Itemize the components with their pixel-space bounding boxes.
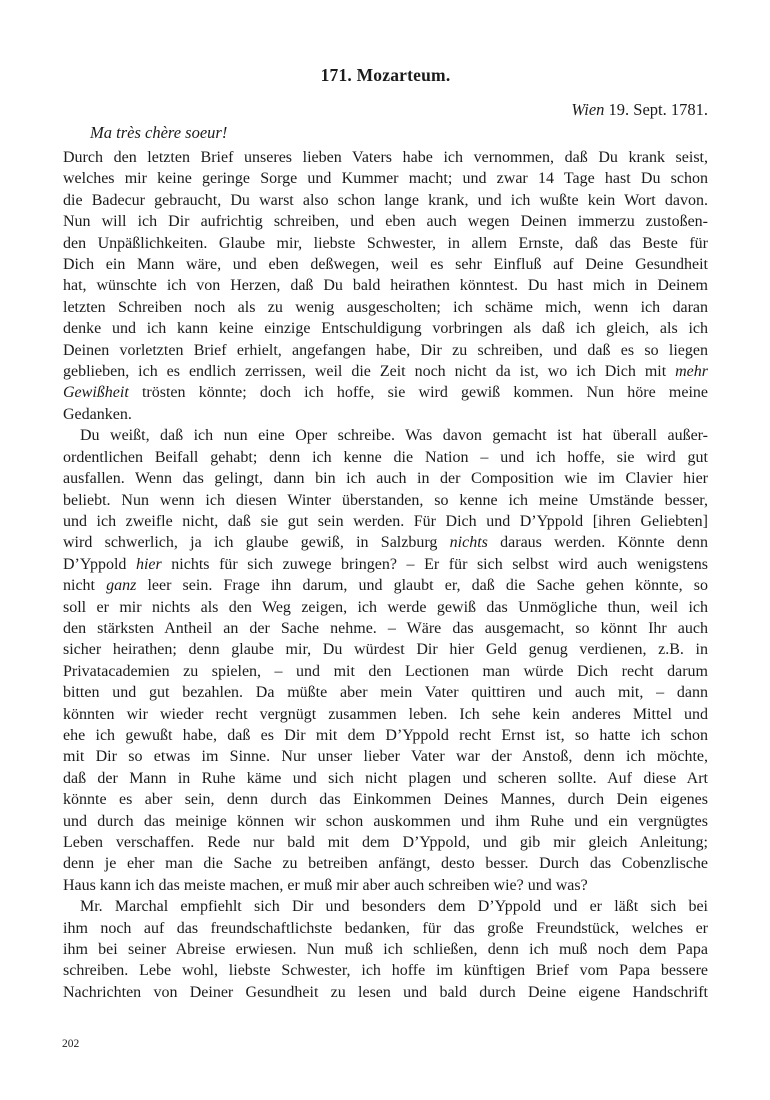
text-line [63,318,708,339]
text-line [63,896,708,917]
text-line [63,490,708,511]
text-run: Durch den letzten Brief unseres lieben Vaters habe ich vernommen, daß Du krank seist, [63,149,708,166]
text-run: wird schwerlich, ja ich glaube gewiß, in Salzburg [63,534,450,552]
text-line [63,768,708,789]
text-line [63,254,708,275]
text-line [63,982,708,1003]
text-run: Dich ein Mann wäre, und eben deßwegen, weil es sehr Einfluß auf Deine Gesundheit [63,256,708,274]
text-run: ihm bei seiner Abreise erwiesen. Nun muß ich schließen, denn ich muß noch dem Papa [63,941,708,959]
text-line [63,233,708,254]
text-line [63,211,708,232]
text-run: könnte es aber sein, denn durch das Einkommen Deines Mannes, durch Dein eigenes [63,791,708,809]
text-run: Nun will ich Dir aufrichtig schreiben, und eben auch wegen Deinen immerzu zustoßen- [63,213,708,231]
text-line [63,832,708,853]
text-line [63,532,708,553]
text-run: trösten könnte; doch ich hoffe, sie wird gewiß kommen. Nun höre meine [128,384,708,402]
letter-dateline [63,100,708,120]
text-run: welches mir keine geringe Sorge und Kummer macht; und zwar 14 Tage hast Du schon [63,170,708,188]
text-run: beliebt. Nun wenn ich diesen Winter überstanden, so kenne ich meine Umstände besser, [63,491,708,509]
text-run: Privatacademien zu spielen, – und mit den Lectionen man würde Dich recht darum [63,662,708,680]
text-run: denn je eher man die Sache zu betreiben anfängt, desto besser. Durch das Cobenzlische [63,855,708,873]
text-line [63,875,708,896]
text-line [63,939,708,960]
text-line [63,190,708,211]
text-run: und ich zweifle nicht, daß sie gut sein werden. Für Dich und D’Yppold [ihren Geliebten] [63,512,708,530]
text-run: die Badecur gebraucht, Du warst also schon lange krank, und ich wußte kein Wort davon. [63,191,708,209]
letter-title: 171. Mozarteum. [320,65,451,85]
italic-text-run: nichts [449,534,488,552]
text-line [63,168,708,189]
text-run: Leben verschaffen. Rede nur bald mit dem D’Yppold, und gib mir gleich Anleitung; [63,834,708,851]
text-line [63,639,708,660]
text-run: Haus kann ich das meiste machen, er muß mir aber auch schreiben wie? und was? [63,876,588,894]
text-run: Du weißt, daß ich nun eine Oper schreibe. Was davon gemacht ist hat überall außer- [80,427,708,445]
text-run: Nachrichten von Deiner Gesundheit zu lesen und bald durch Deine eigene Handschrift [63,983,708,1001]
text-run: daraus werden. Könnte denn [487,534,708,552]
text-line [63,275,708,296]
text-run: ordentlichen Beifall gehabt; denn ich kenne die Nation – und ich hoffe, sie wird gut [63,448,708,466]
paragraph [63,425,708,896]
text-run: schreiben. Lebe wohl, liebste Schwester, ich hoffe im künftigen Brief vom Papa bessere [63,962,708,980]
text-run: nicht [63,577,107,595]
italic-text-run: mehr [675,363,708,381]
text-line [63,361,708,382]
letter-salutation [63,123,708,143]
text-run: Gedanken. [63,405,132,423]
text-run: könnten wir wieder recht vergnügt zusammen leben. Ich sehe kein anderes Mittel und [63,705,708,723]
text-line [63,425,708,446]
text-line [63,404,708,425]
text-run: leer sein. Frage ihn darum, und glaubt er, daß die Sache gehen könnte, so [136,577,708,595]
text-run: letzten Schreiben noch als zu wenig ausgescholten; ich schäme mich, wenn ich daran [63,298,708,316]
text-line [63,575,708,596]
text-run: ausfallen. Wenn das gelingt, dann bin ich auch in der Composition wie im Clavier hier [63,470,708,488]
text-line [63,554,708,575]
text-line [63,704,708,725]
text-run: Mr. Marchal empfiehlt sich Dir und besonders dem D’Yppold und er läßt sich bei [80,898,708,916]
text-run: mit Dir so etwas im Sinne. Nur unser lieber Vater war der Anstoß, denn ich möchte, [63,748,708,766]
text-line [63,597,708,618]
text-line [63,468,708,489]
text-line [63,661,708,682]
text-line [63,789,708,810]
text-line [63,918,708,939]
text-line [63,811,708,832]
text-run: soll er mir nichts als den Weg zeigen, ich werde gewiß das Unmögliche thun, weil ich [63,598,708,616]
text-line [63,725,708,746]
text-run: ihm noch auf das freundschaftlichste bedanken, für das große Freundstück, welches er [63,919,708,937]
text-run: und durch das meinige können wir schon auskommen und ihm Ruhe und ein vergnügtes [63,812,708,830]
text-line [63,447,708,468]
text-run: 19. Sept. 1781. [604,100,708,119]
paragraph [63,896,708,1003]
text-line [63,746,708,767]
text-run: sicher heirathen; denn glaube mir, Du würdest Dir hier Geld genug verdienen, z.B. in [63,641,708,659]
text-run: Deinen vorletzten Brief erhielt, angefangen habe, Dir zu schreiben, und daß es so liegen [63,341,708,359]
text-line [63,853,708,874]
text-line [63,297,708,318]
text-line [63,960,708,981]
text-line [63,147,708,168]
italic-text-run: Gewißheit [63,384,129,402]
page-number: 202 [62,1038,80,1050]
text-run: denke und ich kann keine einzige Entschuldigung vorbringen als daß ich gleich, als ich [63,320,708,338]
text-run: geblieben, ich es endlich zerrissen, weil die Zeit noch nicht da ist, wo ich Dich mit [63,363,676,381]
paragraph [63,147,708,425]
italic-text-run: hier [135,555,162,573]
text-run: hat, wünschte ich von Herzen, daß Du bald heirathen könntest. Du hast mich in Deinem [63,277,708,295]
text-run: D’Yppold [63,555,136,573]
text-run: den stärksten Antheil an der Sache nehme. – Wäre das ausgemacht, so könnt Ihr auch [63,619,708,637]
text-line [63,511,708,532]
text-run: daß der Mann in Ruhe käme und sich nicht plagen und scheren sollte. Auf diese Art [63,769,708,787]
italic-text-run: Ma très chère soeur! [90,123,228,142]
italic-text-run: ganz [106,577,137,595]
letter-body [63,147,708,1003]
italic-text-run: Wien [571,100,605,119]
text-line [63,618,708,639]
text-run: den Unpäßlichkeiten. Glaube mir, liebste Schwester, in allem Ernste, daß das Beste für [63,234,708,252]
text-line [63,382,708,403]
text-run: ehe ich gewußt habe, daß es Dir mit dem D’Yppold recht Ernst ist, so hatte ich schon [63,726,708,744]
text-line [63,682,708,703]
text-run: nichts für sich zuwege bringen? – Er für sich selbst wird auch wenigstens [161,555,708,573]
text-run: bitten und gut bezahlen. Da müßte aber mein Vater quittiren und auch mit, – dann [63,684,708,702]
text-line [63,340,708,361]
